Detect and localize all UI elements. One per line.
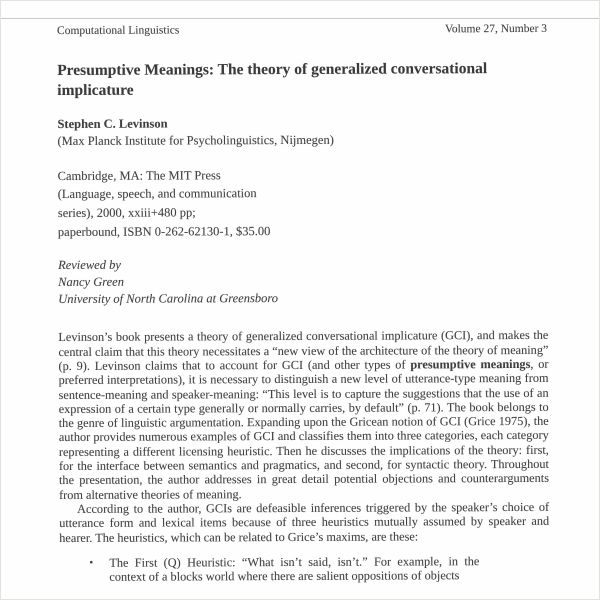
bullet-item-text: The First (Q) Heuristic: “What isn’t said, isn’t.” For example, in the context of a blocks world where there are salient oppositions of objects xyxy=(109,554,480,584)
issue-label: Volume 27, Number 3 xyxy=(444,22,548,36)
reviewer-name: Nancy Green xyxy=(58,274,124,289)
bullet-icon: • xyxy=(89,556,94,569)
paragraph-1-bold-term: presumptive meanings xyxy=(410,356,531,372)
journal-name: Computational Linguistics xyxy=(57,24,180,37)
publication-info: Cambridge, MA: The MIT Press (Language, speech, and communication series), 2000, xxiii+480 pp; paperbound, ISBN 0-262-62130-1, $35.00 xyxy=(57,167,271,239)
heuristics-list xyxy=(59,554,549,585)
list-item xyxy=(59,554,479,584)
reviewer-block xyxy=(58,255,548,309)
paragraph-1-part-a: Levinson’s book presents a theory of generalized conversational implicature (GCI), and makes the central claim that this theory necessitates a “new view of the architecture of the theory of meaning” (p. 9). Levinson claims that to account for GCI (and other types of xyxy=(58,328,549,373)
reviewer-affiliation: University of North Carolina at Greensboro xyxy=(58,291,279,307)
scan-edge-line xyxy=(1,18,599,19)
reviewed-by-label: Reviewed by xyxy=(58,257,121,272)
book-title: Presumptive Meanings: The theory of generalized conversational implicature xyxy=(57,60,488,99)
paragraph-2: According to the author, GCIs are defeasible inferences triggered by the speaker’s choice of utterance form and lexical items because of three heuristics mutually assumed by speaker and hearer. The heuristics, which can be related to Grice’s maxims, are these: xyxy=(59,499,550,545)
book-author: Stephen C. Levinson xyxy=(57,116,168,131)
author-affiliation: (Max Planck Institute for Psycholinguistics, Nijmegen) xyxy=(57,132,334,149)
page-content xyxy=(57,23,549,585)
review-body xyxy=(58,328,549,584)
running-head xyxy=(57,23,547,37)
paragraph-1 xyxy=(58,328,549,502)
author-block xyxy=(57,114,547,151)
paragraph-1-part-b: , or preferred interpretations), it is necessary to distinguish a new level of utterance-type meaning from sentence-meaning and speaker-meaning: “This level is to capture the suggestions that the use of an expression of a certain type generally or normally carries, by default” (p. 71). The book belongs to the genre of linguistic argumentation. Expanding upon the Gricean notion of GCI (Grice 1975), the author provides numerous examples of GCI and classifies them into three categories, each category representing a different licensing heuristic. Then he discusses the implications of the theory: first, for the interface between semantics and pragmatics, and second, for syntactic theory. Throughout the presentation, the author addresses in great detail potential objections and counterarguments from alternative theories of meaning. xyxy=(58,356,550,502)
